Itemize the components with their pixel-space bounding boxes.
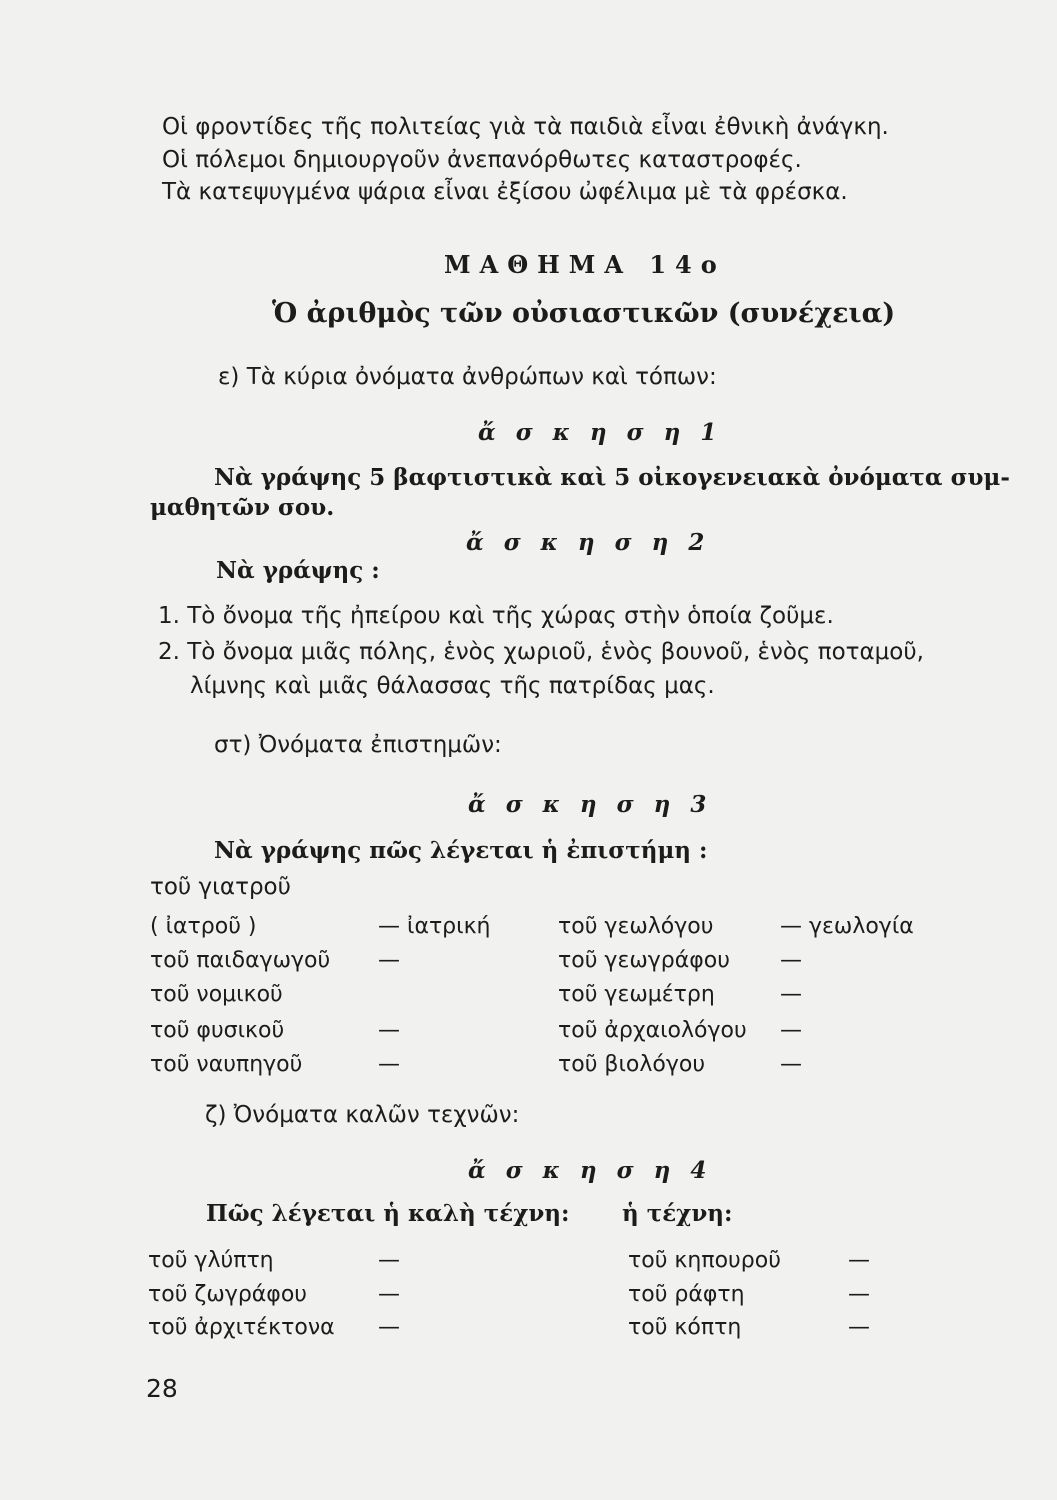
lesson-title: ΜΑΘΗΜΑ 14ο — [444, 250, 726, 279]
exercise-3-right-row: τοῦ γεωλόγου — [558, 914, 714, 939]
exercise-4-left-row: τοῦ ζωγράφου — [148, 1282, 308, 1307]
exercise-3-left-row: τοῦ φυσικοῦ — [150, 1018, 285, 1043]
profession-name: ( ἰατροῦ ) — [150, 914, 257, 939]
exercise-2-title: ἄ σ κ η σ η 2 — [466, 529, 711, 556]
exercise-3-right-answer: — — [780, 1018, 802, 1043]
exercise-3-right-answer: — γεωλογία — [780, 914, 914, 939]
exercise-3-left-row — [150, 912, 257, 942]
exercise-3-right-row: τοῦ γεωμέτρη — [558, 982, 715, 1007]
exercise-4-right-answer: — — [848, 1248, 870, 1273]
exercise-3-right-row: τοῦ ἀρχαιολόγου — [558, 1018, 747, 1043]
exercise-3-prompt: Νὰ γράψης πῶς λέγεται ἡ ἐπιστήμη : — [214, 837, 708, 864]
exercise-3-first-row: τοῦ γιατροῦ — [150, 874, 291, 900]
exercise-4-prompt-right: ἡ τέχνη: — [622, 1200, 733, 1227]
exercise-3-right-row: τοῦ βιολόγου — [558, 1052, 706, 1077]
exercise-3-left-answer: — — [378, 948, 400, 973]
intro-line-3: Τὰ κατεψυγμένα ψάρια εἶναι ἐξίσου ὠφέλιμα μὲ τὰ φρέσκα. — [162, 179, 848, 205]
exercise-4-prompt: Πῶς λέγεται ἡ καλὴ τέχνη: — [206, 1200, 570, 1227]
exercise-4-left-row: τοῦ ἀρχιτέκτονα — [148, 1315, 335, 1340]
exercise-3-title: ἄ σ κ η σ η 3 — [468, 791, 713, 818]
exercise-4-left-answer: — — [378, 1315, 400, 1340]
exercise-4-title: ἄ σ κ η σ η 4 — [468, 1157, 713, 1184]
section-e-label: ε) Τὰ κύρια ὀνόματα ἀνθρώπων καὶ τόπων: — [218, 364, 717, 390]
exercise-4-left-row: τοῦ γλύπτη — [148, 1248, 274, 1273]
exercise-3-left-row: τοῦ παιδαγωγοῦ — [150, 948, 331, 973]
exercise-2-item-1: 1. Τὸ ὄνομα τῆς ἠπείρου καὶ τῆς χώρας στὴν ὁποία ζοῦμε. — [158, 603, 834, 629]
exercise-3-left-row: τοῦ νομικοῦ — [150, 982, 283, 1007]
section-z-label: ζ) Ὀνόματα καλῶν τεχνῶν: — [205, 1102, 520, 1128]
exercise-1-instruction-line-1: Νὰ γράψης 5 βαφτιστικὰ καὶ 5 οἰκογενειακὰ ὀνόματα συμ- — [214, 464, 1010, 491]
section-st-label: στ) Ὀνόματα ἐπιστημῶν: — [214, 732, 502, 758]
exercise-3-left-answer: — — [378, 1018, 400, 1043]
exercise-3-left-answer: — — [378, 1052, 400, 1077]
exercise-4-left-answer: — — [378, 1282, 400, 1307]
exercise-3-right-row: τοῦ γεωγράφου — [558, 948, 730, 973]
exercise-4-right-row: τοῦ ράφτη — [628, 1282, 745, 1307]
exercise-4-left-answer: — — [378, 1248, 400, 1273]
exercise-2-item-2-line-2: λίμνης καὶ μιᾶς θάλασσας τῆς πατρίδας μας. — [190, 673, 715, 699]
exercise-4-right-answer: — — [848, 1282, 870, 1307]
exercise-3-left-answer: — ἰατρική — [378, 914, 491, 939]
exercise-1-title: ἄ σ κ η σ η 1 — [478, 419, 723, 446]
exercise-4-right-row: τοῦ κόπτη — [628, 1315, 742, 1340]
exercise-3-right-answer: — — [780, 1052, 802, 1077]
page-number: 28 — [146, 1374, 178, 1403]
exercise-2-prompt: Νὰ γράψης : — [216, 557, 380, 584]
exercise-3-right-answer: — — [780, 948, 802, 973]
exercise-3-right-answer: — — [780, 982, 802, 1007]
lesson-heading: Ὁ ἀριθμὸς τῶν οὐσιαστικῶν (συνέχεια) — [272, 298, 896, 329]
exercise-2-item-2-line-1: 2. Τὸ ὄνομα μιᾶς πόλης, ἑνὸς χωριοῦ, ἑνὸς βουνοῦ, ἑνὸς ποταμοῦ, — [158, 639, 924, 665]
intro-line-2: Οἱ πόλεμοι δημιουργοῦν ἀνεπανόρθωτες καταστροφές. — [162, 147, 802, 173]
exercise-1-instruction-line-2: μαθητῶν σου. — [150, 494, 335, 521]
exercise-3-left-row: τοῦ ναυπηγοῦ — [150, 1052, 303, 1077]
exercise-4-right-row: τοῦ κηπουροῦ — [628, 1248, 781, 1273]
exercise-4-right-answer: — — [848, 1315, 870, 1340]
intro-line-1: Οἱ φροντίδες τῆς πολιτείας γιὰ τὰ παιδιὰ εἶναι ἐθνικὴ ἀνάγκη. — [162, 114, 889, 140]
